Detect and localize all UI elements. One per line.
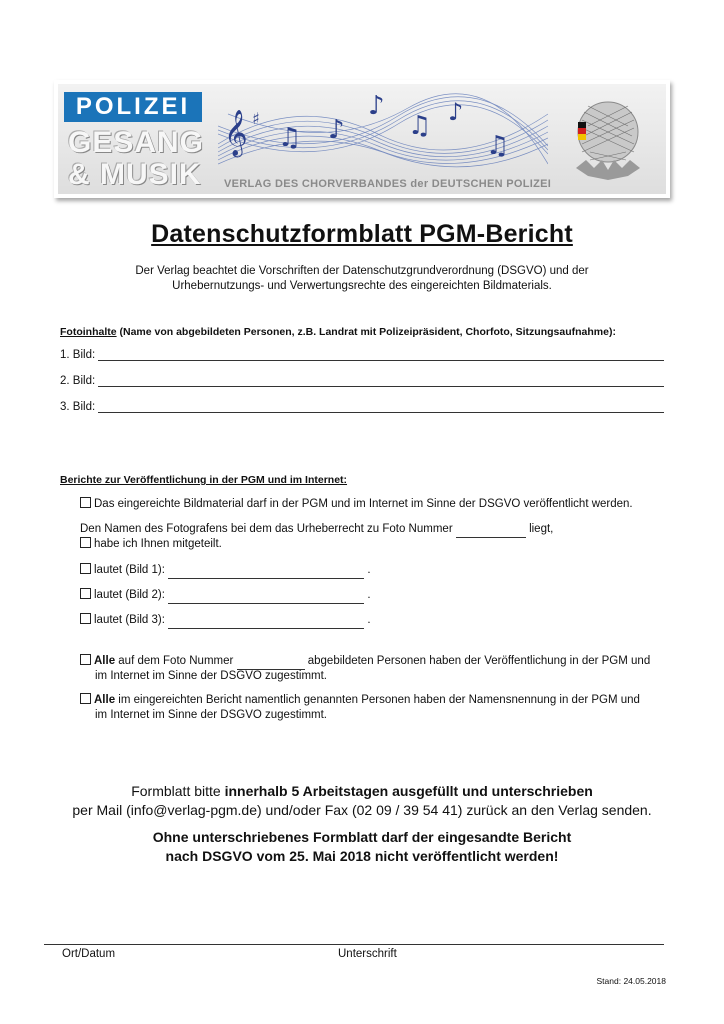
lautet-3-checkbox[interactable]: [80, 613, 91, 624]
svg-text:♫: ♫: [408, 111, 432, 141]
warning-text: [0, 828, 724, 866]
consent-publish-row: Das eingereichte Bildmaterial darf in der PGM und im Internet im Sinne der DSGVO veröffentlicht werden.: [80, 497, 633, 512]
police-star-emblem-icon: [568, 90, 648, 186]
verlag-subtitle: VERLAG DES CHORVERBANDES der DEUTSCHEN POLIZEI: [224, 178, 552, 190]
polizei-logo: POLIZEI: [64, 92, 202, 122]
svg-text:♯: ♯: [252, 109, 260, 128]
alle-foto-row-2: im Internet im Sinne der DSGVO zugestimmt.: [95, 670, 327, 682]
alle-photo-number-field[interactable]: [237, 654, 305, 670]
lautet-2-row: lautet (Bild 2): .: [80, 588, 371, 604]
footer-line-2: per Mail (info@verlag-pgm.de) und/oder Fax (02 09 / 39 54 41) zurück an den Verlag senden.: [72, 802, 652, 818]
consent-publish-checkbox[interactable]: [80, 497, 91, 508]
fotoinhalte-heading: Fotoinhalte (Name von abgebildeten Personen, z.B. Landrat mit Polizeipräsident, Chorfoto, Sitzungsaufnahme):: [60, 326, 616, 338]
gesang-logo-text: GESANG: [68, 126, 205, 159]
ort-datum-label: Ort/Datum: [62, 948, 116, 960]
lautet-3-row: lautet (Bild 3): .: [80, 613, 371, 629]
lautet-1-row: lautet (Bild 1): .: [80, 563, 371, 579]
intro-line-2: Urhebernutzungs- und Verwertungsrechte des eingereichten Bildmaterials.: [172, 280, 552, 292]
page-title: Datenschutzformblatt PGM-Bericht: [151, 220, 573, 248]
lautet-3-field[interactable]: [168, 613, 364, 629]
musik-logo-text: & MUSIK: [68, 158, 202, 191]
bild-3-field[interactable]: 3. Bild:: [60, 400, 664, 413]
warning-line-2: nach DSGVO vom 25. Mai 2018 nicht veröffentlicht werden!: [165, 848, 559, 864]
alle-bericht-row: Alle im eingereichten Bericht namentlich genannten Personen haben der Namensnennung in der PGM und: [80, 693, 640, 708]
header-banner: [54, 80, 670, 198]
footer-line-1: Formblatt bitte innerhalb 5 Arbeitstagen ausgefüllt und unterschrieben: [131, 783, 593, 799]
lautet-2-checkbox[interactable]: [80, 588, 91, 599]
told-row: habe ich Ihnen mitgeteilt.: [80, 537, 222, 552]
berichte-heading: Berichte zur Veröffentlichung in der PGM und im Internet:: [60, 474, 348, 486]
svg-text:♫: ♫: [486, 131, 510, 161]
photo-number-field[interactable]: [456, 522, 526, 538]
lautet-1-checkbox[interactable]: [80, 563, 91, 574]
music-waves-graphic: [218, 84, 548, 180]
intro-text: [0, 264, 724, 294]
unterschrift-label: Unterschrift: [338, 948, 397, 960]
svg-text:♫: ♫: [278, 123, 302, 153]
photographer-row: Den Namen des Fotografens bei dem das Urheberrecht zu Foto Nummer liegt,: [80, 522, 553, 538]
treble-clef-icon: 𝄞: [224, 110, 248, 156]
intro-line-1: Der Verlag beachtet die Vorschriften der Datenschutzgrundverordnung (DSGVO) und der: [135, 265, 589, 277]
svg-text:♪: ♪: [368, 91, 385, 121]
bild-1-field[interactable]: 1. Bild:: [60, 348, 664, 361]
alle-bericht-checkbox[interactable]: [80, 693, 91, 704]
svg-text:♪: ♪: [328, 115, 345, 145]
signature-line[interactable]: [44, 944, 664, 945]
svg-text:♪: ♪: [448, 98, 464, 126]
lautet-2-field[interactable]: [168, 588, 364, 604]
bild-2-field[interactable]: 2. Bild:: [60, 374, 664, 387]
stand-date: Stand: 24.05.2018: [596, 976, 666, 986]
alle-foto-checkbox[interactable]: [80, 654, 91, 665]
alle-foto-row: Alle auf dem Foto Nummer abgebildeten Personen haben der Veröffentlichung in der PGM und: [80, 654, 650, 670]
warning-line-1: Ohne unterschriebenes Formblatt darf der eingesandte Bericht: [152, 829, 572, 845]
alle-bericht-row-2: im Internet im Sinne der DSGVO zugestimmt.: [95, 709, 327, 721]
lautet-1-field[interactable]: [168, 563, 364, 579]
told-checkbox[interactable]: [80, 537, 91, 548]
